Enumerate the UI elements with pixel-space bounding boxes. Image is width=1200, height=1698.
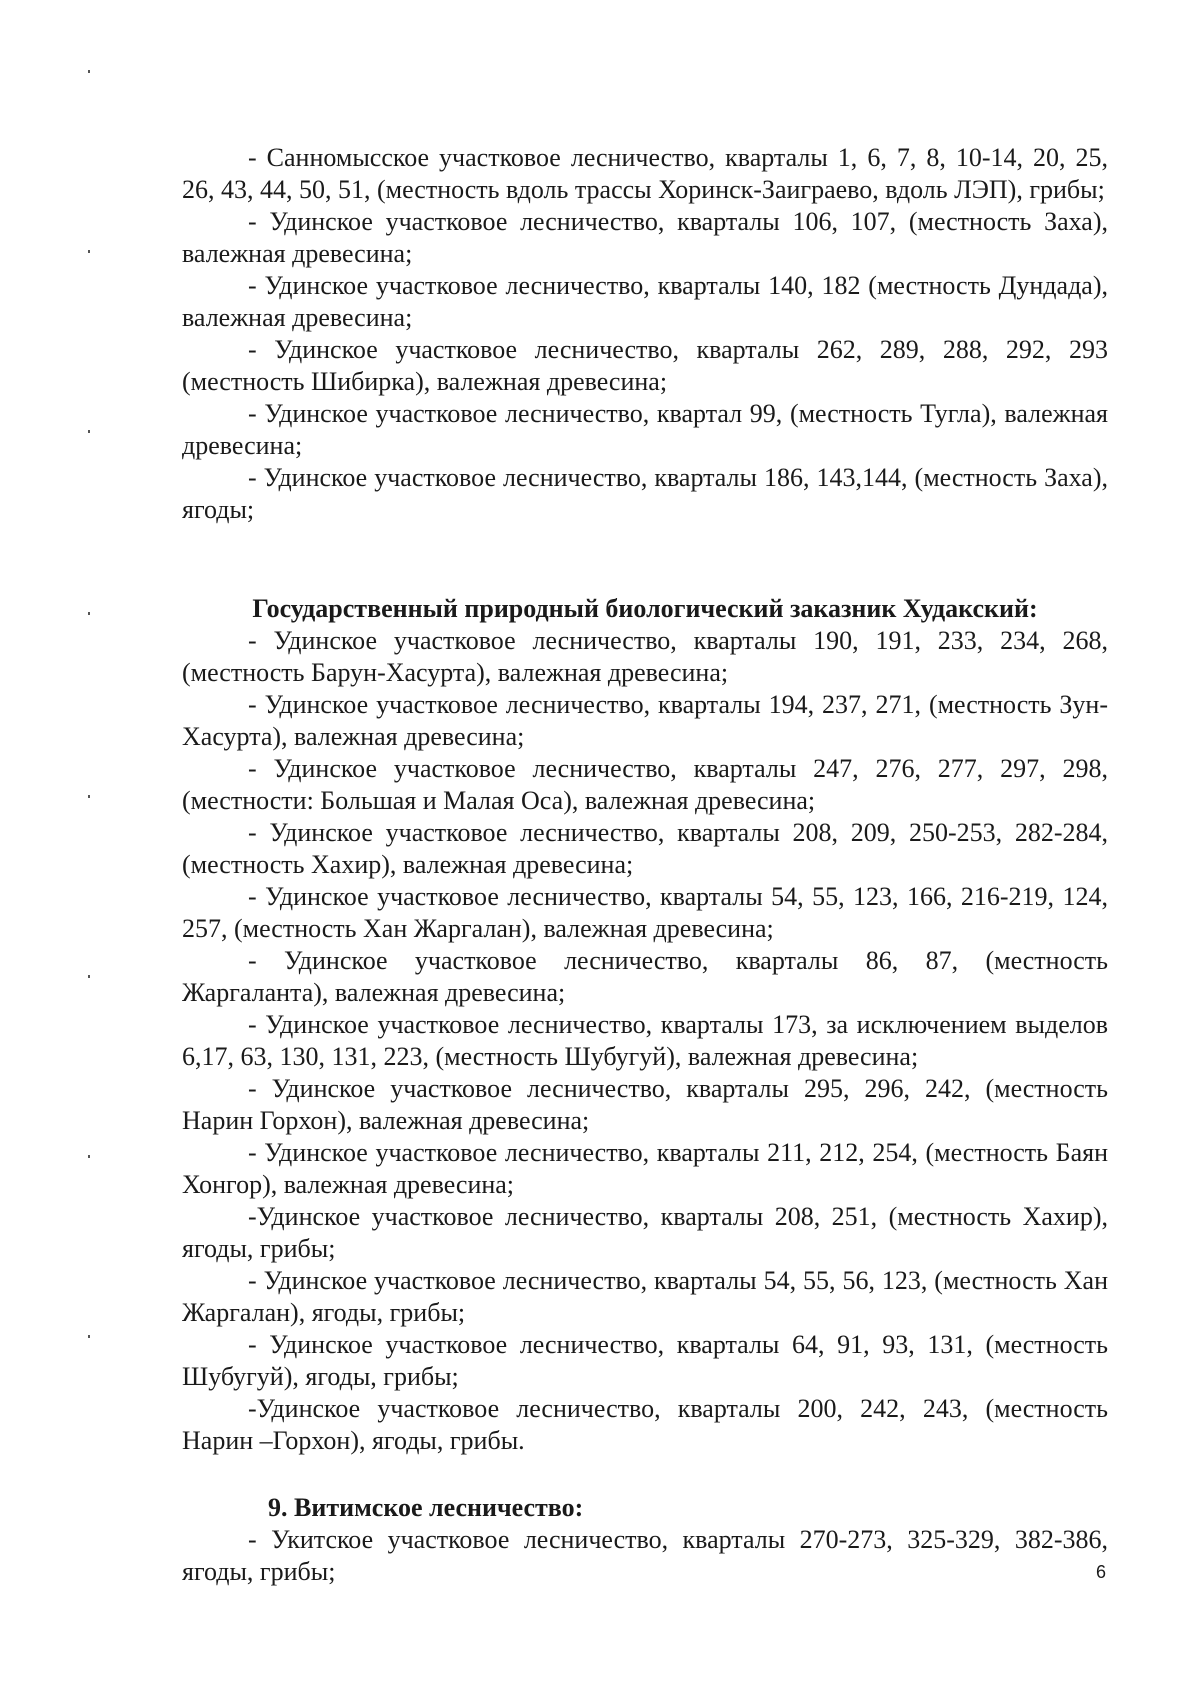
list-item: - Удинское участковое лесничество, кварталы 247, 276, 277, 297, 298, (местности: Большая и Малая Оса), валежная древесина; <box>182 754 1108 815</box>
section-khudaksky <box>182 593 1108 1457</box>
list-item: - Санномысское участковое лесничество, кварталы 1, 6, 7, 8, 10-14, 20, 25, 26, 43, 44, 50, 51, (местность вдоль трассы Хоринск-Заиграево, вдоль ЛЭП), грибы; <box>182 143 1108 204</box>
list-item: - Удинское участковое лесничество, кварталы 86, 87, (местность Жаргаланта), валежная древесина; <box>182 946 1108 1007</box>
list-item: - Удинское участковое лесничество, квартал 99, (местность Тугла), валежная древесина; <box>182 399 1108 460</box>
list-item: - Удинское участковое лесничество, кварталы 54, 55, 56, 123, (местность Хан Жаргалан), ягоды, грибы; <box>182 1266 1108 1327</box>
scan-speck <box>88 612 90 615</box>
list-item: - Удинское участковое лесничество, кварталы 295, 296, 242, (местность Нарин Горхон), валежная древесина; <box>182 1074 1108 1135</box>
list-item: - Удинское участковое лесничество, кварталы 194, 237, 271, (местность Зун-Хасурта), валежная древесина; <box>182 690 1108 751</box>
section-heading: Государственный природный биологический заказник Худакский: <box>252 594 1038 623</box>
section-vitim <box>182 1492 1108 1588</box>
list-item: - Удинское участковое лесничество, кварталы 186, 143,144, (местность Заха), ягоды; <box>182 463 1108 524</box>
scan-speck <box>88 1335 90 1338</box>
scan-speck <box>88 70 90 73</box>
page-number: 6 <box>1096 1562 1107 1582</box>
scan-speck <box>88 975 90 978</box>
list-item: - Удинское участковое лесничество, кварталы 64, 91, 93, 131, (местность Шубугуй), ягоды, грибы; <box>182 1330 1108 1391</box>
list-item: - Удинское участковое лесничество, кварталы 262, 289, 288, 292, 293 (местность Шибирка), валежная древесина; <box>182 335 1108 396</box>
scan-speck <box>88 250 90 253</box>
list-item: - Удинское участковое лесничество, кварталы 106, 107, (местность Заха), валежная древесина; <box>182 207 1108 268</box>
list-item: - Удинское участковое лесничество, кварталы 173, за исключением выделов 6,17, 63, 130, 131, 223, (местность Шубугуй), валежная древесина; <box>182 1010 1108 1071</box>
scan-speck <box>88 1155 90 1158</box>
scan-speck <box>88 795 90 798</box>
list-item: -Удинское участковое лесничество, кварталы 208, 251, (местность Хахир), ягоды, грибы; <box>182 1202 1108 1263</box>
list-item: - Удинское участковое лесничество, кварталы 211, 212, 254, (местность Баян Хонгор), валежная древесина; <box>182 1138 1108 1199</box>
scan-speck <box>88 430 90 433</box>
list-item: -Удинское участковое лесничество, кварталы 200, 242, 243, (местность Нарин –Горхон), ягоды, грибы. <box>182 1394 1108 1455</box>
list-item: - Удинское участковое лесничество, кварталы 208, 209, 250-253, 282-284, (местность Хахир), валежная древесина; <box>182 818 1108 879</box>
section-heading: 9. Витимское лесничество: <box>268 1493 584 1522</box>
list-item: - Удинское участковое лесничество, кварталы 140, 182 (местность Дундада), валежная древесина; <box>182 271 1108 332</box>
list-item: - Удинское участковое лесничество, кварталы 54, 55, 123, 166, 216-219, 124, 257, (местность Хан Жаргалан), валежная древесина; <box>182 882 1108 943</box>
list-item: - Укитское участковое лесничество, кварталы 270-273, 325-329, 382-386, ягоды, грибы; <box>182 1525 1108 1586</box>
list-item: - Удинское участковое лесничество, кварталы 190, 191, 233, 234, 268, (местность Барун-Хасурта), валежная древесина; <box>182 626 1108 687</box>
section-top-list <box>182 142 1108 526</box>
